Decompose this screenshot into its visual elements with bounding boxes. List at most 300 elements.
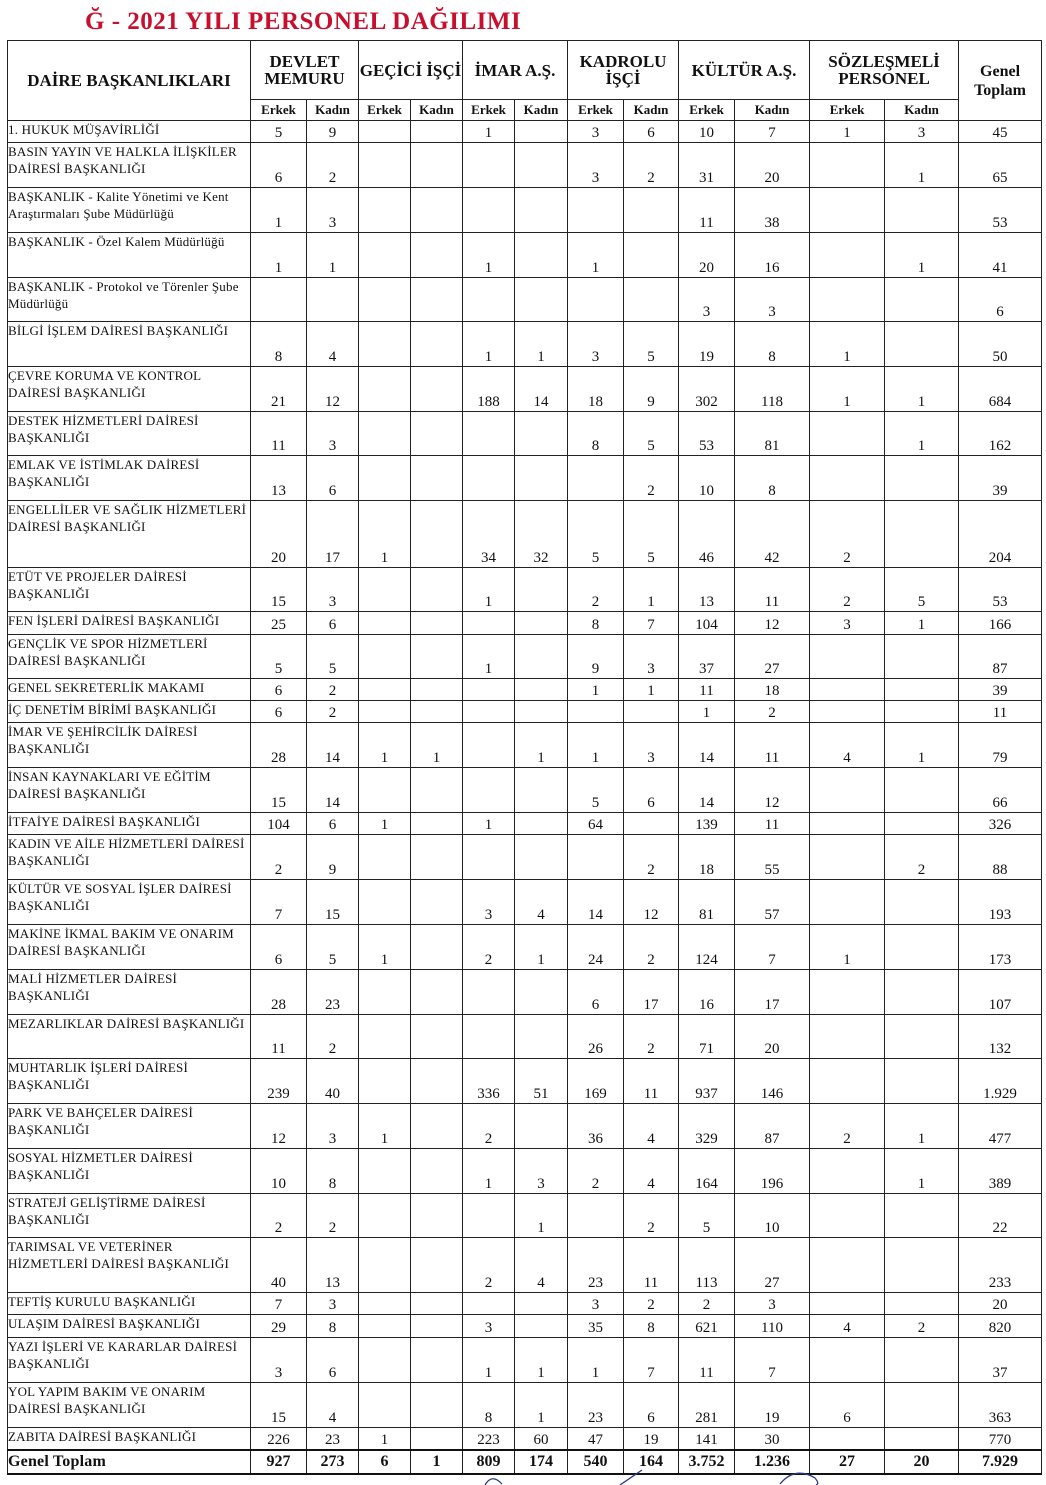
- count-cell: 3: [463, 880, 515, 925]
- row-total-cell: 22: [959, 1194, 1042, 1238]
- count-cell: 15: [251, 768, 307, 813]
- count-cell: [411, 568, 463, 612]
- count-cell: 1: [568, 723, 624, 768]
- count-cell: 6: [251, 679, 307, 701]
- count-cell: 2: [810, 1104, 885, 1149]
- count-cell: 30: [735, 1428, 810, 1450]
- count-cell: 5: [624, 412, 679, 456]
- grand-total-row: [8, 1450, 1042, 1474]
- department-name: KÜLTÜR VE SOSYAL İŞLER DAİRESİ BAŞKANLIĞI: [8, 880, 251, 925]
- count-cell: [885, 813, 959, 835]
- count-cell: [359, 322, 411, 367]
- count-cell: 1: [885, 233, 959, 278]
- count-cell: 23: [568, 1238, 624, 1293]
- count-cell: [624, 278, 679, 322]
- row-total-cell: 39: [959, 679, 1042, 701]
- count-cell: 1: [515, 1383, 568, 1428]
- count-cell: 20: [251, 501, 307, 568]
- row-total-cell: 233: [959, 1238, 1042, 1293]
- count-cell: [885, 768, 959, 813]
- count-cell: [411, 1383, 463, 1428]
- count-cell: 2: [885, 1315, 959, 1338]
- count-cell: 3: [251, 1338, 307, 1383]
- total-count-cell: 6: [359, 1450, 411, 1474]
- count-cell: 7: [735, 925, 810, 970]
- count-cell: 13: [679, 568, 735, 612]
- count-cell: [411, 1428, 463, 1450]
- table-row: [8, 835, 1042, 880]
- count-cell: [359, 233, 411, 278]
- table-row: [8, 1194, 1042, 1238]
- count-cell: 226: [251, 1428, 307, 1450]
- count-cell: [359, 970, 411, 1015]
- table-row: [8, 880, 1042, 925]
- count-cell: 6: [251, 925, 307, 970]
- count-cell: 4: [307, 1383, 359, 1428]
- count-cell: 1: [810, 925, 885, 970]
- count-cell: 3: [568, 121, 624, 143]
- count-cell: 28: [251, 970, 307, 1015]
- count-cell: 1: [515, 723, 568, 768]
- count-cell: 223: [463, 1428, 515, 1450]
- row-total-cell: 50: [959, 322, 1042, 367]
- table-row: [8, 1383, 1042, 1428]
- count-cell: [251, 278, 307, 322]
- table-row: [8, 1149, 1042, 1194]
- table-row: [8, 278, 1042, 322]
- count-cell: [624, 188, 679, 233]
- total-count-cell: 20: [885, 1450, 959, 1474]
- personnel-table: [7, 40, 1042, 1475]
- count-cell: [515, 278, 568, 322]
- count-cell: 5: [624, 322, 679, 367]
- table-row: [8, 970, 1042, 1015]
- count-cell: [515, 612, 568, 635]
- count-cell: 3: [307, 1293, 359, 1315]
- count-cell: 124: [679, 925, 735, 970]
- table-row: [8, 701, 1042, 723]
- female-subheader: Kadın: [307, 100, 359, 121]
- count-cell: 12: [307, 367, 359, 412]
- count-cell: [359, 456, 411, 501]
- row-total-cell: 6: [959, 278, 1042, 322]
- count-cell: [515, 456, 568, 501]
- count-cell: 11: [679, 1338, 735, 1383]
- male-subheader: Erkek: [251, 100, 307, 121]
- count-cell: 139: [679, 813, 735, 835]
- count-cell: [568, 1194, 624, 1238]
- count-cell: 1: [359, 723, 411, 768]
- row-total-cell: 684: [959, 367, 1042, 412]
- count-cell: 2: [307, 143, 359, 188]
- total-count-cell: 1: [411, 1450, 463, 1474]
- table-row: [8, 925, 1042, 970]
- count-cell: [411, 1194, 463, 1238]
- count-cell: 118: [735, 367, 810, 412]
- department-name: MALİ HİZMETLER DAİRESİ BAŞKANLIĞI: [8, 970, 251, 1015]
- count-cell: 164: [679, 1149, 735, 1194]
- count-cell: 17: [735, 970, 810, 1015]
- department-name: İNSAN KAYNAKLARI VE EĞİTİM DAİRESİ BAŞKANLIĞI: [8, 768, 251, 813]
- table-row: [8, 501, 1042, 568]
- count-cell: 19: [735, 1383, 810, 1428]
- count-cell: 5: [624, 501, 679, 568]
- department-name: İÇ DENETİM BİRİMİ BAŞKANLIĞI: [8, 701, 251, 723]
- count-cell: 51: [515, 1059, 568, 1104]
- count-cell: 11: [679, 679, 735, 701]
- count-cell: [810, 188, 885, 233]
- count-cell: [463, 612, 515, 635]
- count-cell: 36: [568, 1104, 624, 1149]
- count-cell: 20: [735, 1015, 810, 1059]
- row-total-cell: 132: [959, 1015, 1042, 1059]
- count-cell: 2: [624, 456, 679, 501]
- count-cell: 6: [810, 1383, 885, 1428]
- table-row: [8, 1059, 1042, 1104]
- group-header: GEÇİCİ İŞÇİ: [359, 41, 463, 100]
- row-total-cell: 173: [959, 925, 1042, 970]
- count-cell: 6: [624, 1383, 679, 1428]
- count-cell: [810, 1338, 885, 1383]
- count-cell: [411, 1238, 463, 1293]
- count-cell: [515, 1315, 568, 1338]
- table-row: [8, 1015, 1042, 1059]
- count-cell: [359, 143, 411, 188]
- count-cell: [810, 143, 885, 188]
- count-cell: 1: [885, 723, 959, 768]
- count-cell: 1: [359, 501, 411, 568]
- row-total-cell: 770: [959, 1428, 1042, 1450]
- row-total-cell: 389: [959, 1149, 1042, 1194]
- count-cell: 3: [463, 1315, 515, 1338]
- department-name: BASIN YAYIN VE HALKLA İLİŞKİLER DAİRESİ BAŞKANLIĞI: [8, 143, 251, 188]
- count-cell: 1: [515, 1338, 568, 1383]
- female-subheader: Kadın: [624, 100, 679, 121]
- count-cell: [411, 925, 463, 970]
- count-cell: [515, 701, 568, 723]
- total-count-cell: 540: [568, 1450, 624, 1474]
- count-cell: 13: [251, 456, 307, 501]
- count-cell: [885, 1015, 959, 1059]
- count-cell: [359, 635, 411, 679]
- count-cell: [307, 278, 359, 322]
- department-header: DAİRE BAŞKANLIKLARI: [8, 41, 251, 121]
- count-cell: 27: [735, 635, 810, 679]
- count-cell: [568, 278, 624, 322]
- count-cell: 46: [679, 501, 735, 568]
- table-row: [8, 813, 1042, 835]
- table-row: [8, 322, 1042, 367]
- department-name: KADIN VE AİLE HİZMETLERİ DAİRESİ BAŞKANLIĞI: [8, 835, 251, 880]
- count-cell: [810, 412, 885, 456]
- count-cell: 2: [307, 1015, 359, 1059]
- count-cell: [411, 322, 463, 367]
- row-total-cell: 107: [959, 970, 1042, 1015]
- count-cell: [411, 367, 463, 412]
- count-cell: 19: [624, 1428, 679, 1450]
- male-subheader: Erkek: [359, 100, 411, 121]
- count-cell: 8: [735, 456, 810, 501]
- count-cell: 3: [679, 278, 735, 322]
- count-cell: 2: [624, 835, 679, 880]
- department-name: BİLGİ İŞLEM DAİRESİ BAŞKANLIĞI: [8, 322, 251, 367]
- count-cell: [810, 635, 885, 679]
- count-cell: [810, 679, 885, 701]
- table-row: [8, 1428, 1042, 1450]
- count-cell: [359, 1338, 411, 1383]
- count-cell: [515, 143, 568, 188]
- count-cell: 21: [251, 367, 307, 412]
- count-cell: 35: [568, 1315, 624, 1338]
- count-cell: [411, 1149, 463, 1194]
- group-header: İMAR A.Ş.: [463, 41, 568, 100]
- row-total-cell: 66: [959, 768, 1042, 813]
- count-cell: 3: [624, 723, 679, 768]
- count-cell: 2: [624, 925, 679, 970]
- count-cell: [359, 1315, 411, 1338]
- count-cell: 1: [568, 1338, 624, 1383]
- count-cell: [810, 768, 885, 813]
- count-cell: 4: [810, 1315, 885, 1338]
- count-cell: 5: [568, 501, 624, 568]
- count-cell: 1: [810, 367, 885, 412]
- count-cell: [411, 679, 463, 701]
- count-cell: [810, 835, 885, 880]
- count-cell: 5: [307, 635, 359, 679]
- count-cell: 16: [735, 233, 810, 278]
- count-cell: 10: [679, 456, 735, 501]
- count-cell: 6: [568, 970, 624, 1015]
- count-cell: [624, 813, 679, 835]
- count-cell: 5: [251, 121, 307, 143]
- count-cell: 2: [568, 1149, 624, 1194]
- row-total-cell: 204: [959, 501, 1042, 568]
- total-count-cell: 174: [515, 1450, 568, 1474]
- grand-total-label: Genel Toplam: [8, 1450, 251, 1474]
- count-cell: 1: [624, 568, 679, 612]
- count-cell: [885, 1059, 959, 1104]
- count-cell: [885, 925, 959, 970]
- row-total-cell: 53: [959, 188, 1042, 233]
- row-total-cell: 45: [959, 121, 1042, 143]
- count-cell: 1: [885, 367, 959, 412]
- count-cell: [359, 835, 411, 880]
- count-cell: [411, 970, 463, 1015]
- count-cell: [885, 456, 959, 501]
- count-cell: 8: [624, 1315, 679, 1338]
- count-cell: 18: [568, 367, 624, 412]
- count-cell: 38: [735, 188, 810, 233]
- count-cell: [463, 456, 515, 501]
- count-cell: [568, 701, 624, 723]
- count-cell: 5: [568, 768, 624, 813]
- count-cell: 37: [679, 635, 735, 679]
- count-cell: [359, 1015, 411, 1059]
- count-cell: [359, 188, 411, 233]
- table-row: [8, 679, 1042, 701]
- department-name: TARIMSAL VE VETERİNER HİZMETLERİ DAİRESİ BAŞKANLIĞI: [8, 1238, 251, 1293]
- count-cell: 23: [568, 1383, 624, 1428]
- count-cell: [411, 1015, 463, 1059]
- count-cell: 6: [251, 143, 307, 188]
- department-name: MAKİNE İKMAL BAKIM VE ONARIM DAİRESİ BAŞKANLIĞI: [8, 925, 251, 970]
- count-cell: [463, 143, 515, 188]
- table-row: [8, 1293, 1042, 1315]
- count-cell: 10: [735, 1194, 810, 1238]
- count-cell: 146: [735, 1059, 810, 1104]
- row-total-cell: 477: [959, 1104, 1042, 1149]
- count-cell: 2: [624, 143, 679, 188]
- total-count-cell: 927: [251, 1450, 307, 1474]
- count-cell: [411, 813, 463, 835]
- count-cell: [411, 121, 463, 143]
- department-name: MUHTARLIK İŞLERİ DAİRESİ BAŞKANLIĞI: [8, 1059, 251, 1104]
- count-cell: 4: [515, 1238, 568, 1293]
- count-cell: 2: [624, 1015, 679, 1059]
- count-cell: 5: [251, 635, 307, 679]
- count-cell: 1: [359, 925, 411, 970]
- count-cell: 1: [885, 1149, 959, 1194]
- count-cell: 3: [307, 568, 359, 612]
- count-cell: 2: [735, 701, 810, 723]
- count-cell: [463, 970, 515, 1015]
- count-cell: 32: [515, 501, 568, 568]
- count-cell: [463, 1293, 515, 1315]
- count-cell: 9: [307, 835, 359, 880]
- count-cell: 8: [307, 1149, 359, 1194]
- count-cell: 2: [624, 1194, 679, 1238]
- count-cell: 8: [251, 322, 307, 367]
- total-count-cell: 809: [463, 1450, 515, 1474]
- count-cell: [515, 635, 568, 679]
- count-cell: [411, 278, 463, 322]
- count-cell: 3: [307, 188, 359, 233]
- count-cell: 4: [810, 723, 885, 768]
- count-cell: [411, 835, 463, 880]
- male-subheader: Erkek: [679, 100, 735, 121]
- count-cell: 7: [735, 1338, 810, 1383]
- count-cell: 8: [307, 1315, 359, 1338]
- count-cell: [359, 1059, 411, 1104]
- count-cell: [885, 1338, 959, 1383]
- table-row: [8, 367, 1042, 412]
- count-cell: [411, 768, 463, 813]
- count-cell: 15: [251, 1383, 307, 1428]
- count-cell: 13: [307, 1238, 359, 1293]
- count-cell: [359, 612, 411, 635]
- count-cell: [359, 1238, 411, 1293]
- table-row: [8, 723, 1042, 768]
- female-subheader: Kadın: [885, 100, 959, 121]
- count-cell: [515, 1015, 568, 1059]
- count-cell: 141: [679, 1428, 735, 1450]
- count-cell: 18: [679, 835, 735, 880]
- department-name: EMLAK VE İSTİMLAK DAİRESİ BAŞKANLIĞI: [8, 456, 251, 501]
- count-cell: [885, 701, 959, 723]
- count-cell: [568, 456, 624, 501]
- count-cell: 2: [810, 568, 885, 612]
- table-row: [8, 1315, 1042, 1338]
- count-cell: [463, 278, 515, 322]
- count-cell: [885, 970, 959, 1015]
- count-cell: 8: [568, 612, 624, 635]
- count-cell: 2: [624, 1293, 679, 1315]
- count-cell: 3: [568, 322, 624, 367]
- count-cell: [885, 278, 959, 322]
- count-cell: [885, 501, 959, 568]
- count-cell: [885, 188, 959, 233]
- page-title: Ğ - 2021 YILI PERSONEL DAĞILIMI: [85, 8, 522, 35]
- count-cell: 3: [307, 412, 359, 456]
- count-cell: 1: [411, 723, 463, 768]
- count-cell: 28: [251, 723, 307, 768]
- count-cell: [411, 1059, 463, 1104]
- count-cell: [411, 412, 463, 456]
- count-cell: [359, 1149, 411, 1194]
- count-cell: 1: [307, 233, 359, 278]
- row-total-cell: 53: [959, 568, 1042, 612]
- count-cell: 3: [624, 635, 679, 679]
- count-cell: 7: [624, 612, 679, 635]
- count-cell: 6: [307, 813, 359, 835]
- count-cell: 3: [307, 1104, 359, 1149]
- count-cell: 11: [624, 1059, 679, 1104]
- count-cell: 1: [463, 322, 515, 367]
- count-cell: 6: [624, 121, 679, 143]
- row-total-cell: 39: [959, 456, 1042, 501]
- count-cell: [411, 188, 463, 233]
- count-cell: 7: [251, 880, 307, 925]
- count-cell: 1: [359, 813, 411, 835]
- count-cell: 16: [679, 970, 735, 1015]
- department-name: ÇEVRE KORUMA VE KONTROL DAİRESİ BAŞKANLIĞI: [8, 367, 251, 412]
- row-total-cell: 20: [959, 1293, 1042, 1315]
- count-cell: 1: [463, 1338, 515, 1383]
- count-cell: 937: [679, 1059, 735, 1104]
- count-cell: 336: [463, 1059, 515, 1104]
- count-cell: 1: [810, 322, 885, 367]
- count-cell: 4: [624, 1149, 679, 1194]
- department-name: GENÇLİK VE SPOR HİZMETLERİ DAİRESİ BAŞKANLIĞI: [8, 635, 251, 679]
- row-total-cell: 37: [959, 1338, 1042, 1383]
- grand-total-header: Genel Toplam: [959, 41, 1042, 121]
- department-name: FEN İŞLERİ DAİRESİ BAŞKANLIĞI: [8, 612, 251, 635]
- count-cell: 14: [515, 367, 568, 412]
- female-subheader: Kadın: [515, 100, 568, 121]
- department-name: İMAR VE ŞEHİRCİLİK DAİRESİ BAŞKANLIĞI: [8, 723, 251, 768]
- count-cell: [463, 701, 515, 723]
- count-cell: 329: [679, 1104, 735, 1149]
- count-cell: [463, 1194, 515, 1238]
- department-name: TEFTİŞ KURULU BAŞKANLIĞI: [8, 1293, 251, 1315]
- count-cell: 42: [735, 501, 810, 568]
- count-cell: 6: [624, 768, 679, 813]
- count-cell: 60: [515, 1428, 568, 1450]
- count-cell: [359, 412, 411, 456]
- count-cell: 2: [307, 701, 359, 723]
- table-row: [8, 233, 1042, 278]
- count-cell: [411, 880, 463, 925]
- count-cell: [463, 1015, 515, 1059]
- count-cell: [359, 568, 411, 612]
- count-cell: [515, 768, 568, 813]
- table-row: [8, 188, 1042, 233]
- count-cell: 4: [515, 880, 568, 925]
- count-cell: [885, 322, 959, 367]
- count-cell: 6: [307, 456, 359, 501]
- count-cell: 1: [515, 925, 568, 970]
- count-cell: 2: [568, 568, 624, 612]
